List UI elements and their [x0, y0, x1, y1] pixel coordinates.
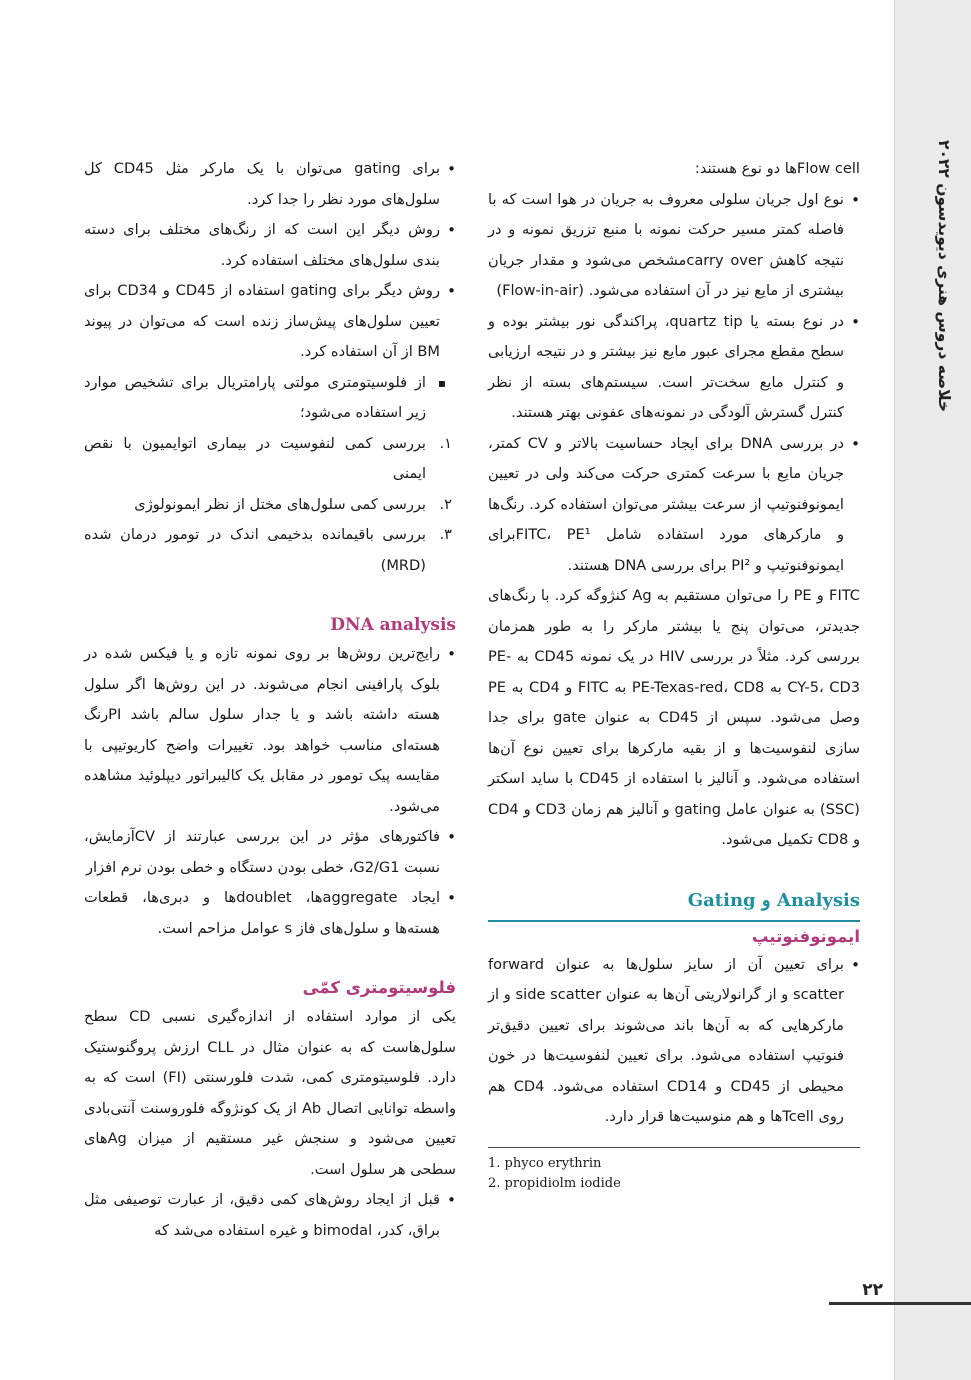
fitc-paragraph: FITC و PE را می‌توان مستقیم به Ag کنژوگه کرد. با رنگ‌های جدیدتر، می‌توان پنج یا بیشتر مارکر را به طور همزمان بررسی کرد. مثلاً در بررسی HIV در یک نمونه CD45 به PE-CY-5، CD3 به PE-Texas-red، CD8 به FITC و CD4 به PE وصل می‌شود. سپس از CD45 به عنوان gate برای جدا سازی لنفوسیت‌ها و از بقیه مارکرها برای تعیین نوع آن‌ها استفاده می‌شود. و آنالیز با استفاده از CD45 با ساید اسکتر (SSC) به عنوان عامل gating و آنالیز هم زمان CD3 و CD4 و CD8 تکمیل می‌شود.: [488, 587, 860, 848]
footnote: 2. propidiolm iodide: [488, 1175, 621, 1191]
dna-list: [84, 639, 456, 944]
list-item: • برای gating می‌توان با یک مارکر مثل CD45 کل سلول‌های مورد نظر را جدا کرد.: [84, 154, 456, 215]
list-item: • نوع اول جریان سلولی معروف به جریان در هوا است که با فاصله کمتر مسیر حرکت نمونه با منبع تزریق نمونه و در نتیجه کاهش carry overمشخص می‌شود و مقدار جریان بیشتری از مایع نیز در آن استفاده می‌شود. (Flow-in-air): [488, 185, 860, 307]
footnote: 1. phyco erythrin: [488, 1155, 602, 1171]
right-column: [488, 154, 860, 1194]
item-number: ۱.: [439, 434, 452, 452]
gating-heading: Gating و Analysis: [687, 889, 860, 911]
list-item: • فاکتورهای مؤثر در این بررسی عبارتند از CVآزمایش، نسبت G2/G1، خطی بودن دستگاه و خطی بودن نرم افزار: [84, 822, 456, 883]
flow-cell-intro: Flow cellها دو نوع هستند:: [694, 160, 860, 177]
numbered-list: [84, 429, 456, 582]
side-strip: [894, 0, 971, 1380]
item-number: ۳.: [439, 526, 452, 543]
footnotes: [488, 1154, 860, 1194]
list-item: • روش دیگر این است که از رنگ‌های مختلف برای دسته بندی سلول‌های مختلف استفاده کرد.: [84, 215, 456, 276]
flow-cell-list: [488, 185, 860, 582]
running-title: خلاصه دروس هنری دیویدسون ۲۰۲۲: [935, 140, 953, 413]
item-number: ۲.: [439, 495, 452, 513]
quantitative-paragraph: یکی از موارد استفاده از اندازه‌گیری نسبی CD سطح سلول‌هاست که به عنوان مثال در CLL ارزش پروگنوستیک دارد. فلوسیتومتری کمی، شدت فلورسنتی (FI) است که به واسطه توانایی اتصال Ab از یک کونژوگه فلوروسنت آنتی‌بادی تعیین می‌شود و سنجش غیر مستقیم از میزان Agهای سطحی هر سلول است.: [84, 1008, 456, 1178]
page-number-rule: [829, 1302, 971, 1305]
list-item: • روش دیگر برای gating استفاده از CD45 و CD34 برای تعیین سلول‌های پیش‌ساز زنده است که می‌توان در پیوند BM از آن استفاده کرد.: [84, 276, 456, 368]
item-text: بررسی کمی سلول‌های مختل از نظر ایمونولوژی: [134, 495, 426, 513]
page-number: ۲۲: [862, 1280, 883, 1300]
list-item: • قبل از ایجاد روش‌های کمی دقیق، از عبارت توصیفی مثل براق، کدر، bimodal و غیره استفاده می‌شد که: [84, 1185, 456, 1246]
list-item: • در نوع بسته یا quartz tip، پراکندگی نور بیشتر بوده و سطح مقطع مجرای عبور مایع نیز بیشتر و در نتیجه ارزیابی و کنترل مایع سخت‌تر است. سیستم‌های بسته از نظر کنترل گسترش آلودگی در نمونه‌های عفونی بهتر هستند.: [488, 307, 860, 429]
list-item: • برای تعیین آن از سایز سلول‌ها به عنوان forward scatter و از گرانولاریتی آن‌ها به عنوان side scatter و از مارکرهایی که به آن‌ها باند می‌شوند برای تعیین دقیق‌تر فنوتیپ استفاده می‌شود. برای تعیین لنفوسیت‌ها در خون محیطی از CD45 و CD14 استفاده می‌شود. CD4 هم روی Tcellها و هم منوسیت‌ها قرار دارد.: [488, 950, 860, 1133]
immunophenotype-list: [488, 950, 860, 1133]
numbered-item: [84, 520, 456, 581]
left-column: [84, 154, 456, 1246]
dna-analysis-heading: DNA analysis: [330, 615, 456, 635]
multiparam-list: [84, 368, 456, 429]
list-item: • در بررسی DNA برای ایجاد حساسیت بالاتر و CV کمتر، جریان مایع با سرعت کمتری حرکت می‌کند ولی در تعیین ایمونوفنوتیپ از سرعت بیشتر می‌توان استفاده کرد. رنگ‌ها و مارکرهای مورد استفاده شامل FITC، PE¹برای ایمونوفنوتیپ و PI² برای بررسی DNA هستند.: [488, 429, 860, 582]
gating-list: [84, 154, 456, 368]
numbered-item: [84, 429, 456, 490]
footnote-divider: [488, 1147, 860, 1148]
list-item: ▪ از فلوسیتومتری مولتی پارامتریال برای تشخیص موارد زیر استفاده می‌شود؛: [84, 368, 456, 429]
heading-rule: [488, 920, 860, 922]
item-text: بررسی کمی لنفوسیت در بیماری اتوایمیون با نقص ایمنی: [84, 434, 426, 482]
quantitative-list: [84, 1185, 456, 1246]
item-text: بررسی باقیمانده بدخیمی اندک در تومور درمان شده (MRD): [84, 526, 426, 574]
list-item: • ایجاد aggregateها، doubletها و دبری‌ها، قطعات هسته‌ها و سلول‌های فاز s عوامل مزاحم است.: [84, 883, 456, 944]
list-item: • رایج‌ترین روش‌ها بر روی نمونه تازه و یا فیکس شده در بلوک پارافینی انجام می‌شوند. در این روش‌ها اگر سلول هسته داشته باشد و یا جدار سلول سالم باشد PIرنگ هسته‌ای مناسب خواهد بود. تغییرات واضح کاریوتیپی با مقایسه پیک تومور در مقابل یک کالیبراتور دیپلوئید مشاهده می‌شود.: [84, 639, 456, 822]
immunophenotype-heading: ایمونوفنوتیپ: [751, 926, 860, 946]
numbered-item: [84, 490, 456, 521]
quantitative-flow-heading: فلوسیتومتری کمّی: [302, 978, 456, 997]
